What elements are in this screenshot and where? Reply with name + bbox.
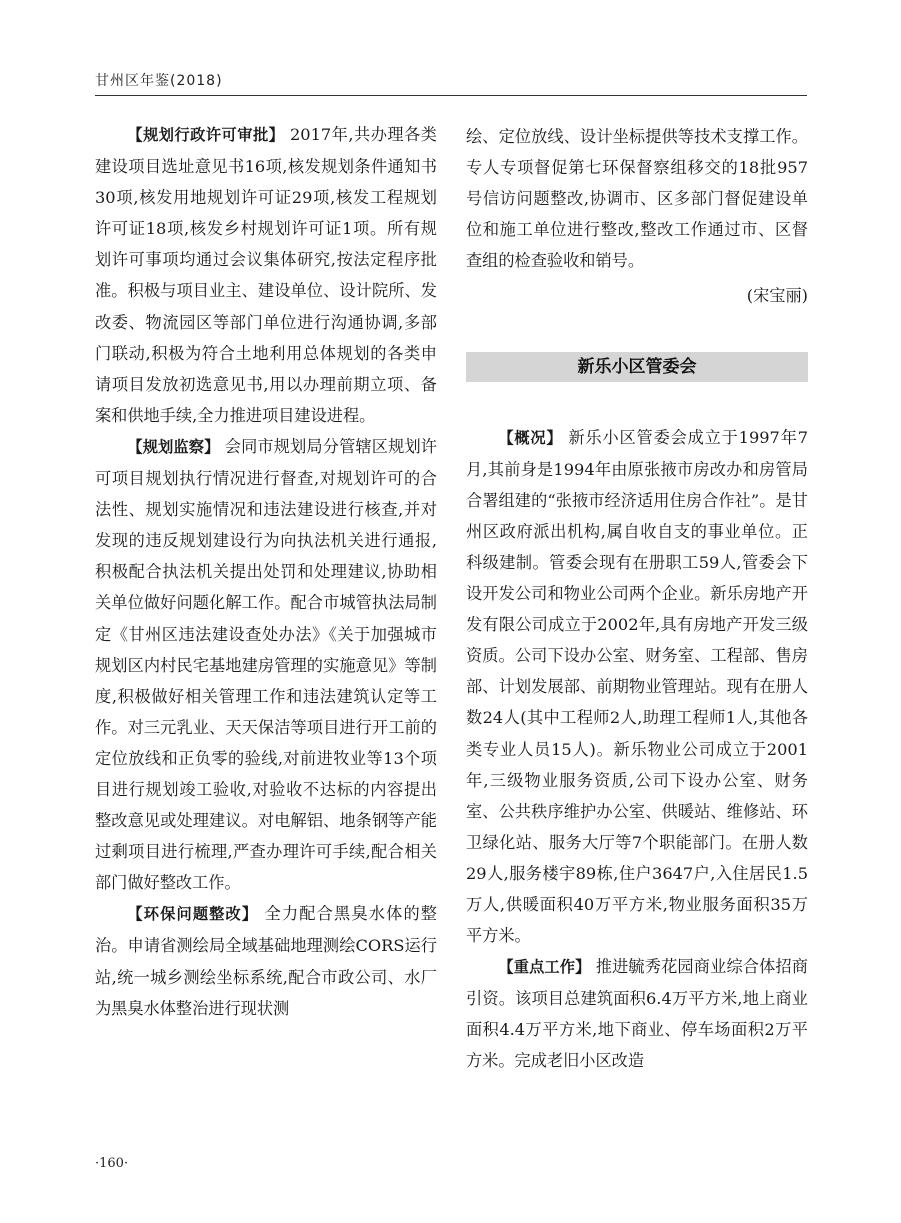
right-column xyxy=(466,121,808,1077)
keyword-heading: 【环保问题整改】 xyxy=(127,905,259,924)
paragraph-text: 会同市规划局分管辖区规划许可项目规划执行情况进行督查,对规划许可的合法性、规划实施情况和违法建设进行核查,并对发现的违反规划建设行为向执法机关进行通报,积极配合执法机关提出处罚和处理建议,协助相关单位做好问题化解工作。配合市城管执法局制定《甘州区违法建设查处办法》《关于加强城市规划区内村民宅基地建房管理的实施意见》等制度,积极做好相关管理工作和违法建筑认定等工作。对三元乳业、天天保洁等项目进行开工前的定位放线和正负零的验线,对前进牧业等13个项目进行规划竣工验收,对验收不达标的内容提出整改意见或处理建议。对电解铝、地条钢等产能过剩项目进行梳理,严查办理许可手续,配合相关部门做好整改工作。 xyxy=(95,436,437,893)
keyword-heading: 【概况】 xyxy=(498,428,563,447)
keyword-heading: 【重点工作】 xyxy=(498,958,591,977)
running-title: 甘州区年鉴(2018) xyxy=(95,73,223,89)
paragraph-text: 推进毓秀花园商业综合体招商引资。该项目总建筑面积6.4万平方米,地上商业面积4.4万平方米,地下商业、停车场面积2万平方米。完成老旧小区改造 xyxy=(466,957,808,1071)
keyword-heading: 【规划监察】 xyxy=(127,437,220,456)
paragraph-key-work xyxy=(466,951,808,1076)
author-signature: (宋宝丽) xyxy=(746,286,808,306)
paragraph-continuation: 绘、定位放线、设计坐标提供等技术支撑工作。专人专项督促第七环保督察组移交的18批957号信访问题整改,协调市、区多部门督促建设单位和施工单位进行整改,整改工作通过市、区督查组的检查验收和销号。 xyxy=(466,127,808,271)
paragraph-planning-supervision xyxy=(95,431,437,898)
paragraph-text: 2017年,共办理各类建设项目选址意见书16项,核发规划条件通知书30项,核发用地规划许可证29项,核发工程规划许可证18项,核发乡村规划许可证1项。所有规划许可事项均通过会议集体研究,按法定程序批准。积极与项目业主、建设单位、设计院所、发改委、物流园区等部门单位进行沟通协调,多部门联动,积极为符合土地利用总体规划的各类申请项目发放初选意见书,用以办理前期立项、备案和供地手续,全力推进项目建设进程。 xyxy=(95,125,437,425)
keyword-heading: 【规划行政许可审批】 xyxy=(127,126,285,144)
header-rule xyxy=(95,95,807,96)
paragraph-overview xyxy=(466,422,808,952)
section-title: 新乐小区管委会 xyxy=(466,352,808,382)
page-number: ·160· xyxy=(95,1156,129,1171)
left-column xyxy=(95,119,437,1024)
paragraph-text: 新乐小区管委会成立于1997年7月,其前身是1994年由原张掖市房改办和房管局合署组建的“张掖市经济适用住房合作社”。是甘州区政府派出机构,属自收自支的事业单位。正科级建制。管委会现有在册职工59人,管委会下设开发公司和物业公司两个企业。新乐房地产开发有限公司成立于2002年,具有房地产开发三级资质。公司下设办公室、财务室、工程部、售房部、计划发展部、前期物业管理站。现有在册人数24人(其中工程师2人,助理工程师1人,其他各类专业人员15人)。新乐物业公司成立于2001年,三级物业服务资质,公司下设办公室、财务室、公共秩序维护办公室、供暖站、维修站、环卫绿化站、服务大厅等7个职能部门。在册人数29人,服务楼宇89栋,住户3647户,入住居民1.5万人,供暖面积40万平方米,物业服务面积35万平方米。 xyxy=(466,427,809,946)
paragraph-text: 全力配合黑臭水体的整治。申请省测绘局全域基础地理测绘CORS运行站,统一城乡测绘坐标系统,配合市政公司、水厂为黑臭水体整治进行现状测 xyxy=(95,904,437,1018)
paragraph-env-rectification xyxy=(95,898,437,1023)
paragraph-planning-permit xyxy=(95,119,437,431)
